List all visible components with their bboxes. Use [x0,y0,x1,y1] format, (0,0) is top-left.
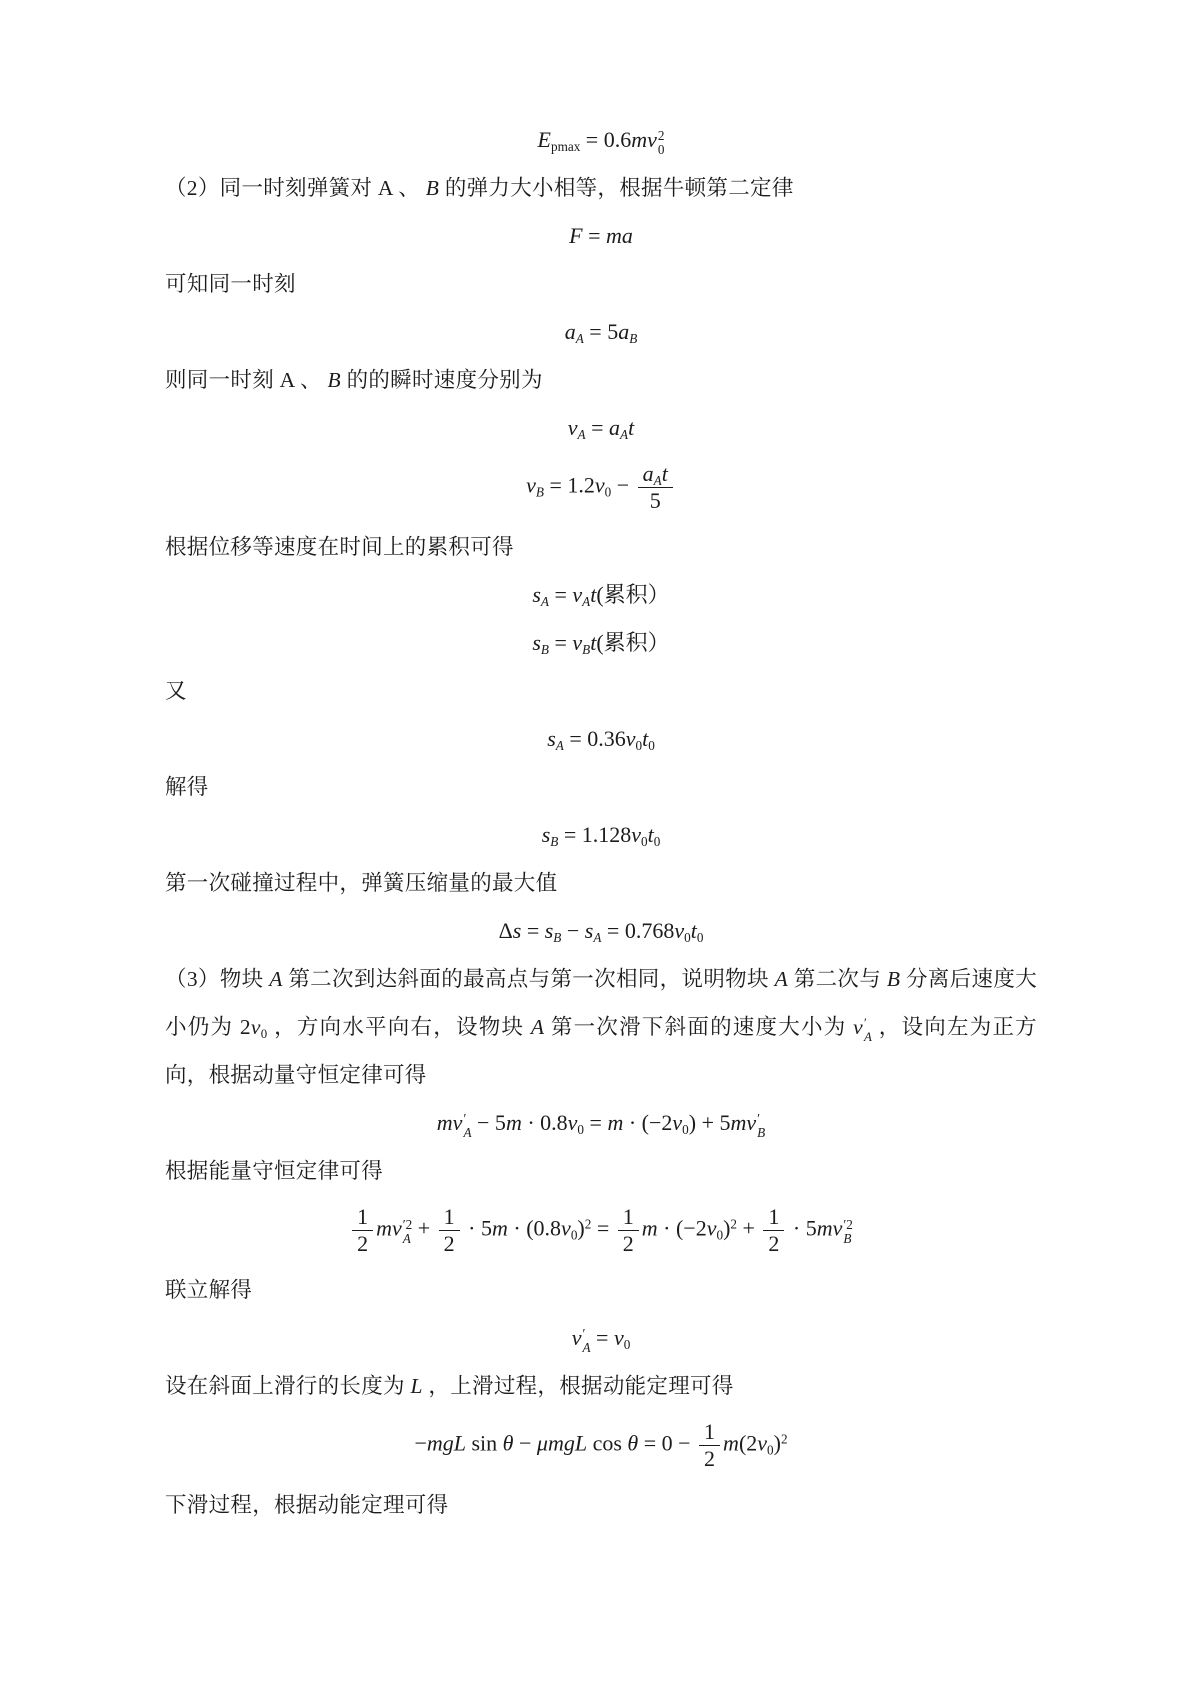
para-instant-velocity: 则同一时刻 A 、 B 的的瞬时速度分别为 [165,368,543,392]
para-energy-conservation-intro: 根据能量守恒定律可得 [165,1158,384,1183]
eq-sa-value: $s_A = 0.36v_0t_0$ [547,725,655,754]
para-also: 又 [165,678,187,703]
eq-va-prime: v ′ A = $v_0$ [571,1324,631,1356]
eq-work-energy-up: −mgL sin θ − μmgL cos θ = 0 − $\frac{1}{2}$ $m(2v_0)^2$ [414,1418,788,1471]
eq-f-ma: F = ma [569,223,633,248]
eq-ep-max: $E_{pmax} = 0.6mv$ 2 0 [537,127,665,158]
para-solve: 解得 [165,774,209,799]
para-slide-down-intro: 下滑过程，根据动能定理可得 [165,1492,449,1517]
para-same-moment: 可知同一时刻 [165,272,296,296]
para-part2-newton: （2）同一时刻弹簧对 A 、 B 的弹力大小相等，根据牛顿第二定律 [165,176,794,200]
para-first-collision-compression: 第一次碰撞过程中，弹簧压缩量的最大值 [165,870,558,895]
para-incline-length: 设在斜面上滑行的长度为 L ，上滑过程，根据动能定理可得 [165,1373,734,1398]
eq-momentum-conservation: mv ′ A − $5m \cdot 0.8v_0 = m \cdot (-2v_0) + 5mv$ ′ B [436,1109,766,1141]
eq-sb-accumulate: $s_B = v_Bt$(累积） [532,629,670,658]
eq-delta-s: $\Delta s = s_B - s_A = 0.768v_0t_0$ [498,917,704,946]
eq-sa-accumulate: $s_A = v_At$(累积） [532,581,670,610]
eq-energy-conservation: $\frac{1}{2}$ mv ′2 A + $\frac{1}{2}$ · $5m \cdot (0.8v_0)^2$ = $\frac{1}{2}$ $m \cdot (-2v_0)^2$ + $\frac{1}{2}$ · 5mv ′2 B [165,1195,1037,1266]
eq-va: $v_A = a_At$ [567,415,635,443]
eq-sb-value: $s_B = 1.128v_0t_0$ [541,821,661,850]
para-combine-solve: 联立解得 [165,1277,253,1302]
para-displacement-accumulation: 根据位移等速度在时间上的累积可得 [165,534,514,559]
eq-acceleration-ratio: $a_A = 5a_B$ [564,319,638,347]
para-part3: （3）物块 A 第二次到达斜面的最高点与第一次相同，说明物块 A 第二次与 B 分离后速度大小仍为 $2v_0$ ，方向水平向右，设物块 A 第一次滑下斜面的速度大小为 v ′ A ，设向左为正方向，根据动量守恒定律可得 [165,966,1037,1087]
eq-vb: $v_B = 1.2v_0$ − $a_At$ 5 [165,452,1037,523]
